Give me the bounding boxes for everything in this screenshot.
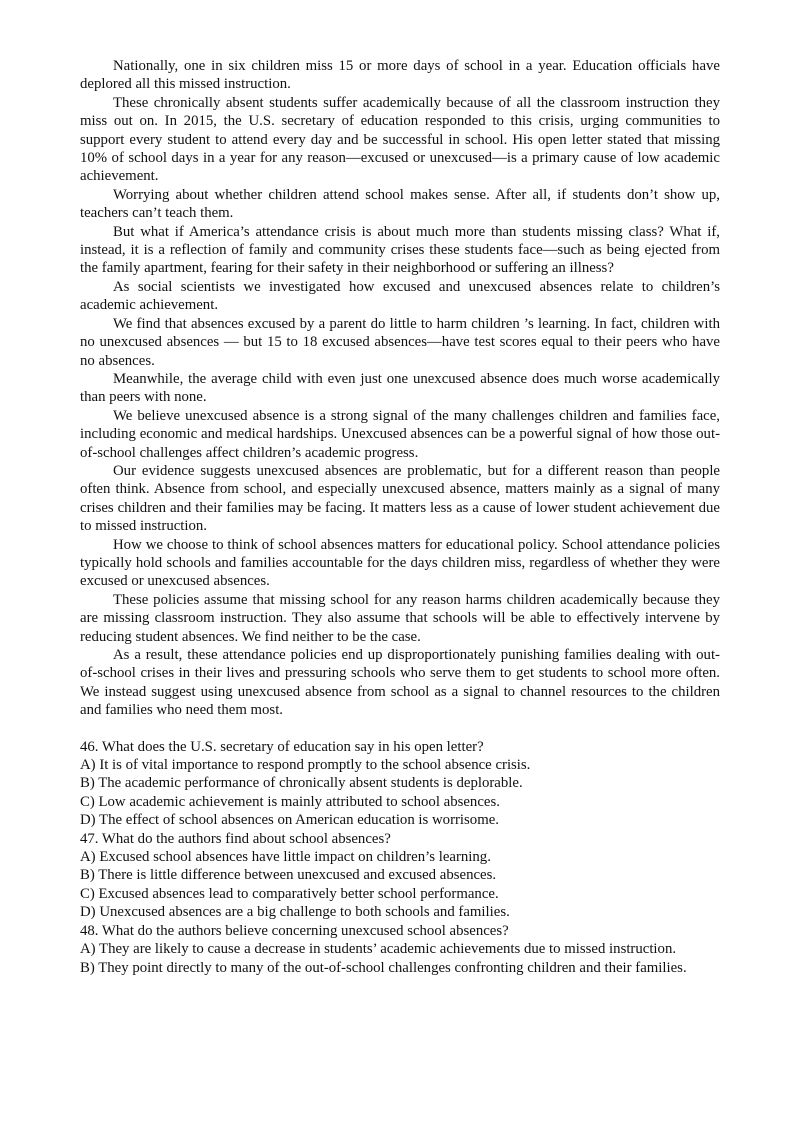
answer-option-d: D) Unexcused absences are a big challenge to both schools and families. (80, 904, 510, 921)
answer-option-d: D) The effect of school absences on American education is worrisome. (80, 812, 499, 829)
document-page (80, 57, 720, 977)
passage-paragraph: Meanwhile, the average child with even just one unexcused absence does much worse academically than peers with none. (80, 370, 720, 406)
passage-paragraph: How we choose to think of school absences matters for educational policy. School attendance policies typically hold schools and families accountable for the days children miss, regardless of whether they were excused or unexcused absences. (80, 536, 720, 590)
passage-paragraph: These chronically absent students suffer academically because of all the classroom instruction they miss out on. In 2015, the U.S. secretary of education responded to this crisis, urging communities to support every student to attend every day and be successful in school. His open letter stated that missing 10% of school days in a year for any reason—excused or unexcused—is a primary cause of low academic achievement. (80, 94, 720, 185)
reading-passage (80, 57, 720, 720)
passage-paragraph: We find that absences excused by a parent do little to harm children ’s learning. In fact, children with no unexcused absences — but 15 to 18 excused absences—have test scores equal to their peers who have no absences. (80, 315, 720, 369)
question-48 (80, 922, 720, 977)
question-stem: 47. What do the authors find about school absences? (80, 830, 391, 847)
passage-paragraph: But what if America’s attendance crisis is about much more than students missing class? What if, instead, it is a reflection of family and community crises these students face—such as being ejected from the family apartment, fearing for their safety in their neighborhood or suffering an illness? (80, 223, 720, 277)
passage-paragraph: As a result, these attendance policies end up disproportionately punishing families dealing with out-of-school crises in their lives and pressuring schools who serve them to get students to school more often. We instead suggest using unexcused absence from school as a signal to channel resources to the children and families who need them most. (80, 647, 720, 719)
answer-option-b: B) They point directly to many of the out-of-school challenges confronting children and their families. (80, 959, 687, 976)
question-section (80, 738, 720, 977)
question-47 (80, 830, 720, 922)
question-46 (80, 738, 720, 830)
passage-paragraph: Worrying about whether children attend school makes sense. After all, if students don’t show up, teachers can’t teach them. (80, 186, 720, 222)
question-stem: 46. What does the U.S. secretary of education say in his open letter? (80, 738, 484, 755)
passage-paragraph: Our evidence suggests unexcused absences are problematic, but for a different reason than people often think. Absence from school, and especially unexcused absence, matters mainly as a signal of many crises children and their families may be facing. It matters less as a cause of lower student achievement due to missed instruction. (80, 462, 720, 535)
answer-option-c: C) Low academic achievement is mainly attributed to school absences. (80, 793, 500, 810)
passage-paragraph: As social scientists we investigated how excused and unexcused absences relate to children’s academic achievement. (80, 278, 720, 314)
passage-paragraph: These policies assume that missing school for any reason harms children academically because they are missing classroom instruction. They also assume that schools will be able to effectively intervene by reducing student absences. We find neither to be the case. (80, 591, 720, 645)
answer-option-c: C) Excused absences lead to comparatively better school performance. (80, 885, 499, 902)
answer-option-a: A) Excused school absences have little impact on children’s learning. (80, 849, 491, 866)
question-stem: 48. What do the authors believe concerning unexcused school absences? (80, 922, 509, 939)
passage-paragraph: We believe unexcused absence is a strong signal of the many challenges children and families face, including economic and medical hardships. Unexcused absences can be a powerful signal of how those out-of-school challenges affect children’s academic progress. (80, 407, 720, 461)
answer-option-b: B) The academic performance of chronically absent students is deplorable. (80, 775, 523, 792)
passage-paragraph: Nationally, one in six children miss 15 or more days of school in a year. Education officials have deplored all this missed instruction. (80, 58, 720, 93)
answer-option-a: A) They are likely to cause a decrease in students’ academic achievements due to missed instruction. (80, 941, 677, 958)
answer-option-b: B) There is little difference between unexcused and excused absences. (80, 867, 497, 884)
answer-option-a: A) It is of vital importance to respond promptly to the school absence crisis. (80, 757, 531, 774)
